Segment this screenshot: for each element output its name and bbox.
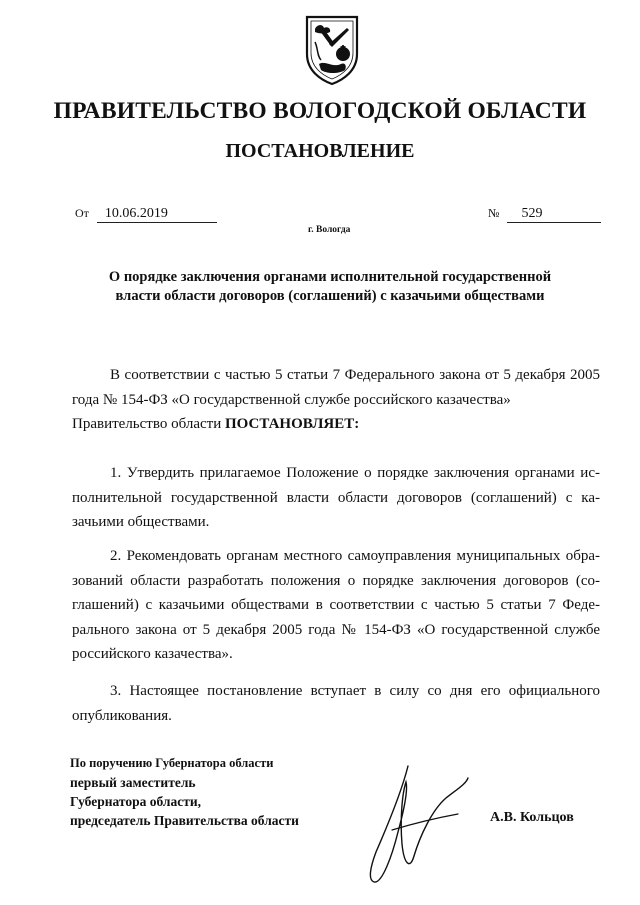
item-line: зований области разработать положения о порядке заключения договоров (со-	[72, 572, 600, 589]
preamble-line: В соответствии с частью 5 статьи 7 Федерального закона от 5 декабря 2005	[110, 367, 600, 383]
preamble-line: Правительство области ПОСТАНОВЛЯЕТ:	[72, 416, 360, 432]
subject-line: власти области договоров (соглашений) с казачьими обществами	[115, 288, 545, 304]
subject-line: О порядке заключения органами исполнительной государственной	[108, 269, 552, 285]
signatory-line: первый заместитель	[70, 775, 196, 790]
preamble	[72, 363, 600, 437]
coat-of-arms-icon	[303, 14, 361, 86]
item-line: рального закона от 5 декабря 2005 года № 154-ФЗ «О государственной службе	[72, 621, 600, 638]
item-line: опубликования.	[72, 707, 172, 724]
signatory-line: Губернатора области,	[70, 794, 201, 809]
signatory-title-block	[70, 754, 299, 830]
decree-item-1	[72, 461, 600, 535]
item-line: глашений) с казачьими обществами в соответствии с частью 5 статьи 7 Феде-	[72, 597, 600, 613]
signer-name: А.В. Кольцов	[490, 810, 574, 825]
number-field	[488, 206, 601, 223]
decree-keyword: ПОСТАНОВЛЯЕТ:	[224, 416, 360, 432]
signatory-line: председатель Правительства области	[70, 813, 299, 828]
document-number: 529	[507, 206, 601, 223]
date-prefix: От	[75, 206, 89, 220]
item-line: российского казачества».	[72, 646, 233, 662]
decree-item-2	[72, 544, 600, 667]
organization-title: ПРАВИТЕЛЬСТВО ВОЛОГОДСКОЙ ОБЛАСТИ	[53, 98, 587, 124]
decree-item-3	[72, 679, 600, 728]
handwritten-signature	[362, 760, 472, 888]
date-field	[75, 206, 217, 223]
item-line: зачьими обществами.	[72, 514, 210, 530]
item-line: 2. Рекомендовать органам местного самоуправления муниципальных обра-	[110, 548, 600, 564]
document-subject	[60, 268, 600, 306]
signatory-line: По поручению Губернатора области	[70, 756, 274, 770]
city-label: г. Вологда	[308, 225, 351, 235]
document-type: ПОСТАНОВЛЕНИЕ	[225, 140, 415, 162]
number-prefix: №	[488, 206, 500, 220]
document-date: 10.06.2019	[97, 206, 217, 223]
item-line: 1. Утвердить прилагаемое Положение о порядке заключения органами ис-	[110, 465, 600, 481]
item-line: полнительной государственной власти области договоров (соглашений) с ка-	[72, 489, 600, 506]
item-line: 3. Настоящее постановление вступает в силу со дня его официального	[110, 683, 600, 699]
preamble-line: года № 154-ФЗ «О государственной службе российского казачества»	[72, 391, 511, 408]
